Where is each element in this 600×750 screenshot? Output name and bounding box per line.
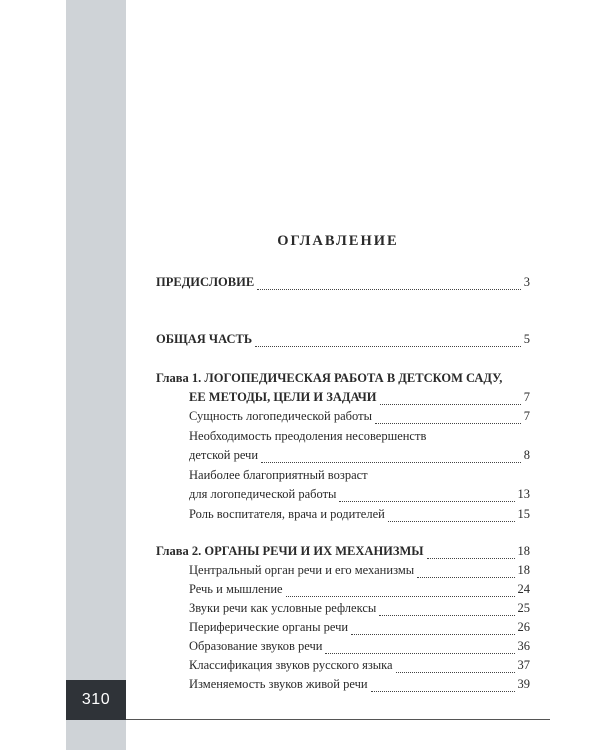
toc-entry-chapter-1-cont[interactable]: [189, 388, 530, 405]
toc-leader-dots: [417, 566, 514, 578]
toc-leader-dots: [286, 585, 515, 597]
toc-entry[interactable]: [189, 505, 530, 522]
toc-entry-preface[interactable]: [156, 273, 530, 290]
toc-entry-text: Звуки речи как условные рефлексы: [189, 601, 377, 615]
toc-page-number: 7: [523, 390, 530, 404]
bottom-rule: [126, 719, 550, 720]
toc-page-number: 8: [523, 448, 530, 462]
toc-entry-cont[interactable]: [189, 485, 530, 502]
toc-leader-dots: [339, 490, 514, 502]
toc-entry-text: Речь и мышление: [189, 582, 283, 596]
toc-entry[interactable]: [189, 427, 530, 444]
toc-entry[interactable]: [189, 599, 530, 616]
toc-leader-dots: [388, 510, 515, 522]
toc-page-number: 18: [517, 563, 530, 577]
page-title: ОГЛАВЛЕНИЕ: [277, 233, 399, 249]
toc-page-number: 36: [517, 639, 530, 653]
toc-page-number: 15: [517, 507, 530, 521]
toc-entry-text: Изменяемость звуков живой речи: [189, 677, 368, 691]
toc-entry[interactable]: [189, 618, 530, 635]
toc-leader-dots: [375, 412, 521, 424]
toc-page-number: 39: [517, 677, 530, 691]
toc-entry-text: для логопедической работы: [189, 487, 337, 501]
toc-entry[interactable]: [189, 561, 530, 578]
toc-page-number: 7: [523, 409, 530, 423]
toc-leader-dots: [396, 661, 515, 673]
toc-page-number: 24: [517, 582, 530, 596]
toc-leader-dots: [261, 451, 521, 463]
toc-page-number: 37: [517, 658, 530, 672]
toc-page-number: 26: [517, 620, 530, 634]
toc-entry-text: Образование звуков речи: [189, 639, 323, 653]
toc-entry-text: Наиболее благоприятный возраст: [189, 468, 368, 482]
toc-entry[interactable]: [189, 407, 530, 424]
toc-entry-text: Классификация звуков русского языка: [189, 658, 393, 672]
toc-page-number: 18: [517, 544, 530, 558]
toc-entry[interactable]: [189, 466, 530, 483]
toc-page-number: 3: [523, 275, 530, 289]
toc-leader-dots: [380, 393, 521, 405]
toc-entry-text: Сущность логопедической работы: [189, 409, 372, 423]
toc-entry-text: ПРЕДИСЛОВИЕ: [156, 275, 255, 289]
toc-page-number: 25: [517, 601, 530, 615]
toc-entry-chapter-2[interactable]: [156, 542, 530, 559]
toc-entry-text: Роль воспитателя, врача и родителей: [189, 507, 385, 521]
toc-entry-text: ОБЩАЯ ЧАСТЬ: [156, 332, 253, 346]
side-color-band: [66, 0, 126, 750]
toc-entry[interactable]: [189, 656, 530, 673]
toc-page-number: 13: [517, 487, 530, 501]
toc-leader-dots: [325, 642, 514, 654]
toc-entry-text: ЕЕ МЕТОДЫ, ЦЕЛИ И ЗАДАЧИ: [189, 390, 377, 404]
toc-entry-cont[interactable]: [189, 446, 530, 463]
page-number: 310: [66, 680, 126, 720]
toc-entry[interactable]: [189, 675, 530, 692]
toc-page-number: 5: [523, 332, 530, 346]
toc-leader-dots: [371, 680, 515, 692]
toc-leader-dots: [257, 278, 521, 290]
toc-entry-text: Центральный орган речи и его механизмы: [189, 563, 415, 577]
toc-entry-text: Необходимость преодоления несовершенств: [189, 429, 427, 443]
toc-leader-dots: [351, 623, 514, 635]
toc-entry[interactable]: [189, 637, 530, 654]
toc-leader-dots: [427, 547, 515, 559]
toc-entry-text: Периферические органы речи: [189, 620, 349, 634]
toc-entry-text: детской речи: [189, 448, 259, 462]
toc-entry-text: Глава 1. ЛОГОПЕДИЧЕСКАЯ РАБОТА В ДЕТСКОМ САДУ,: [156, 371, 503, 385]
toc-leader-dots: [379, 604, 514, 616]
toc-entry-chapter-1[interactable]: [156, 369, 530, 386]
toc-entry-general-part[interactable]: [156, 330, 530, 347]
toc-entry[interactable]: [189, 580, 530, 597]
toc-leader-dots: [255, 335, 521, 347]
toc-entry-text: Глава 2. ОРГАНЫ РЕЧИ И ИХ МЕХАНИЗМЫ: [156, 544, 424, 558]
